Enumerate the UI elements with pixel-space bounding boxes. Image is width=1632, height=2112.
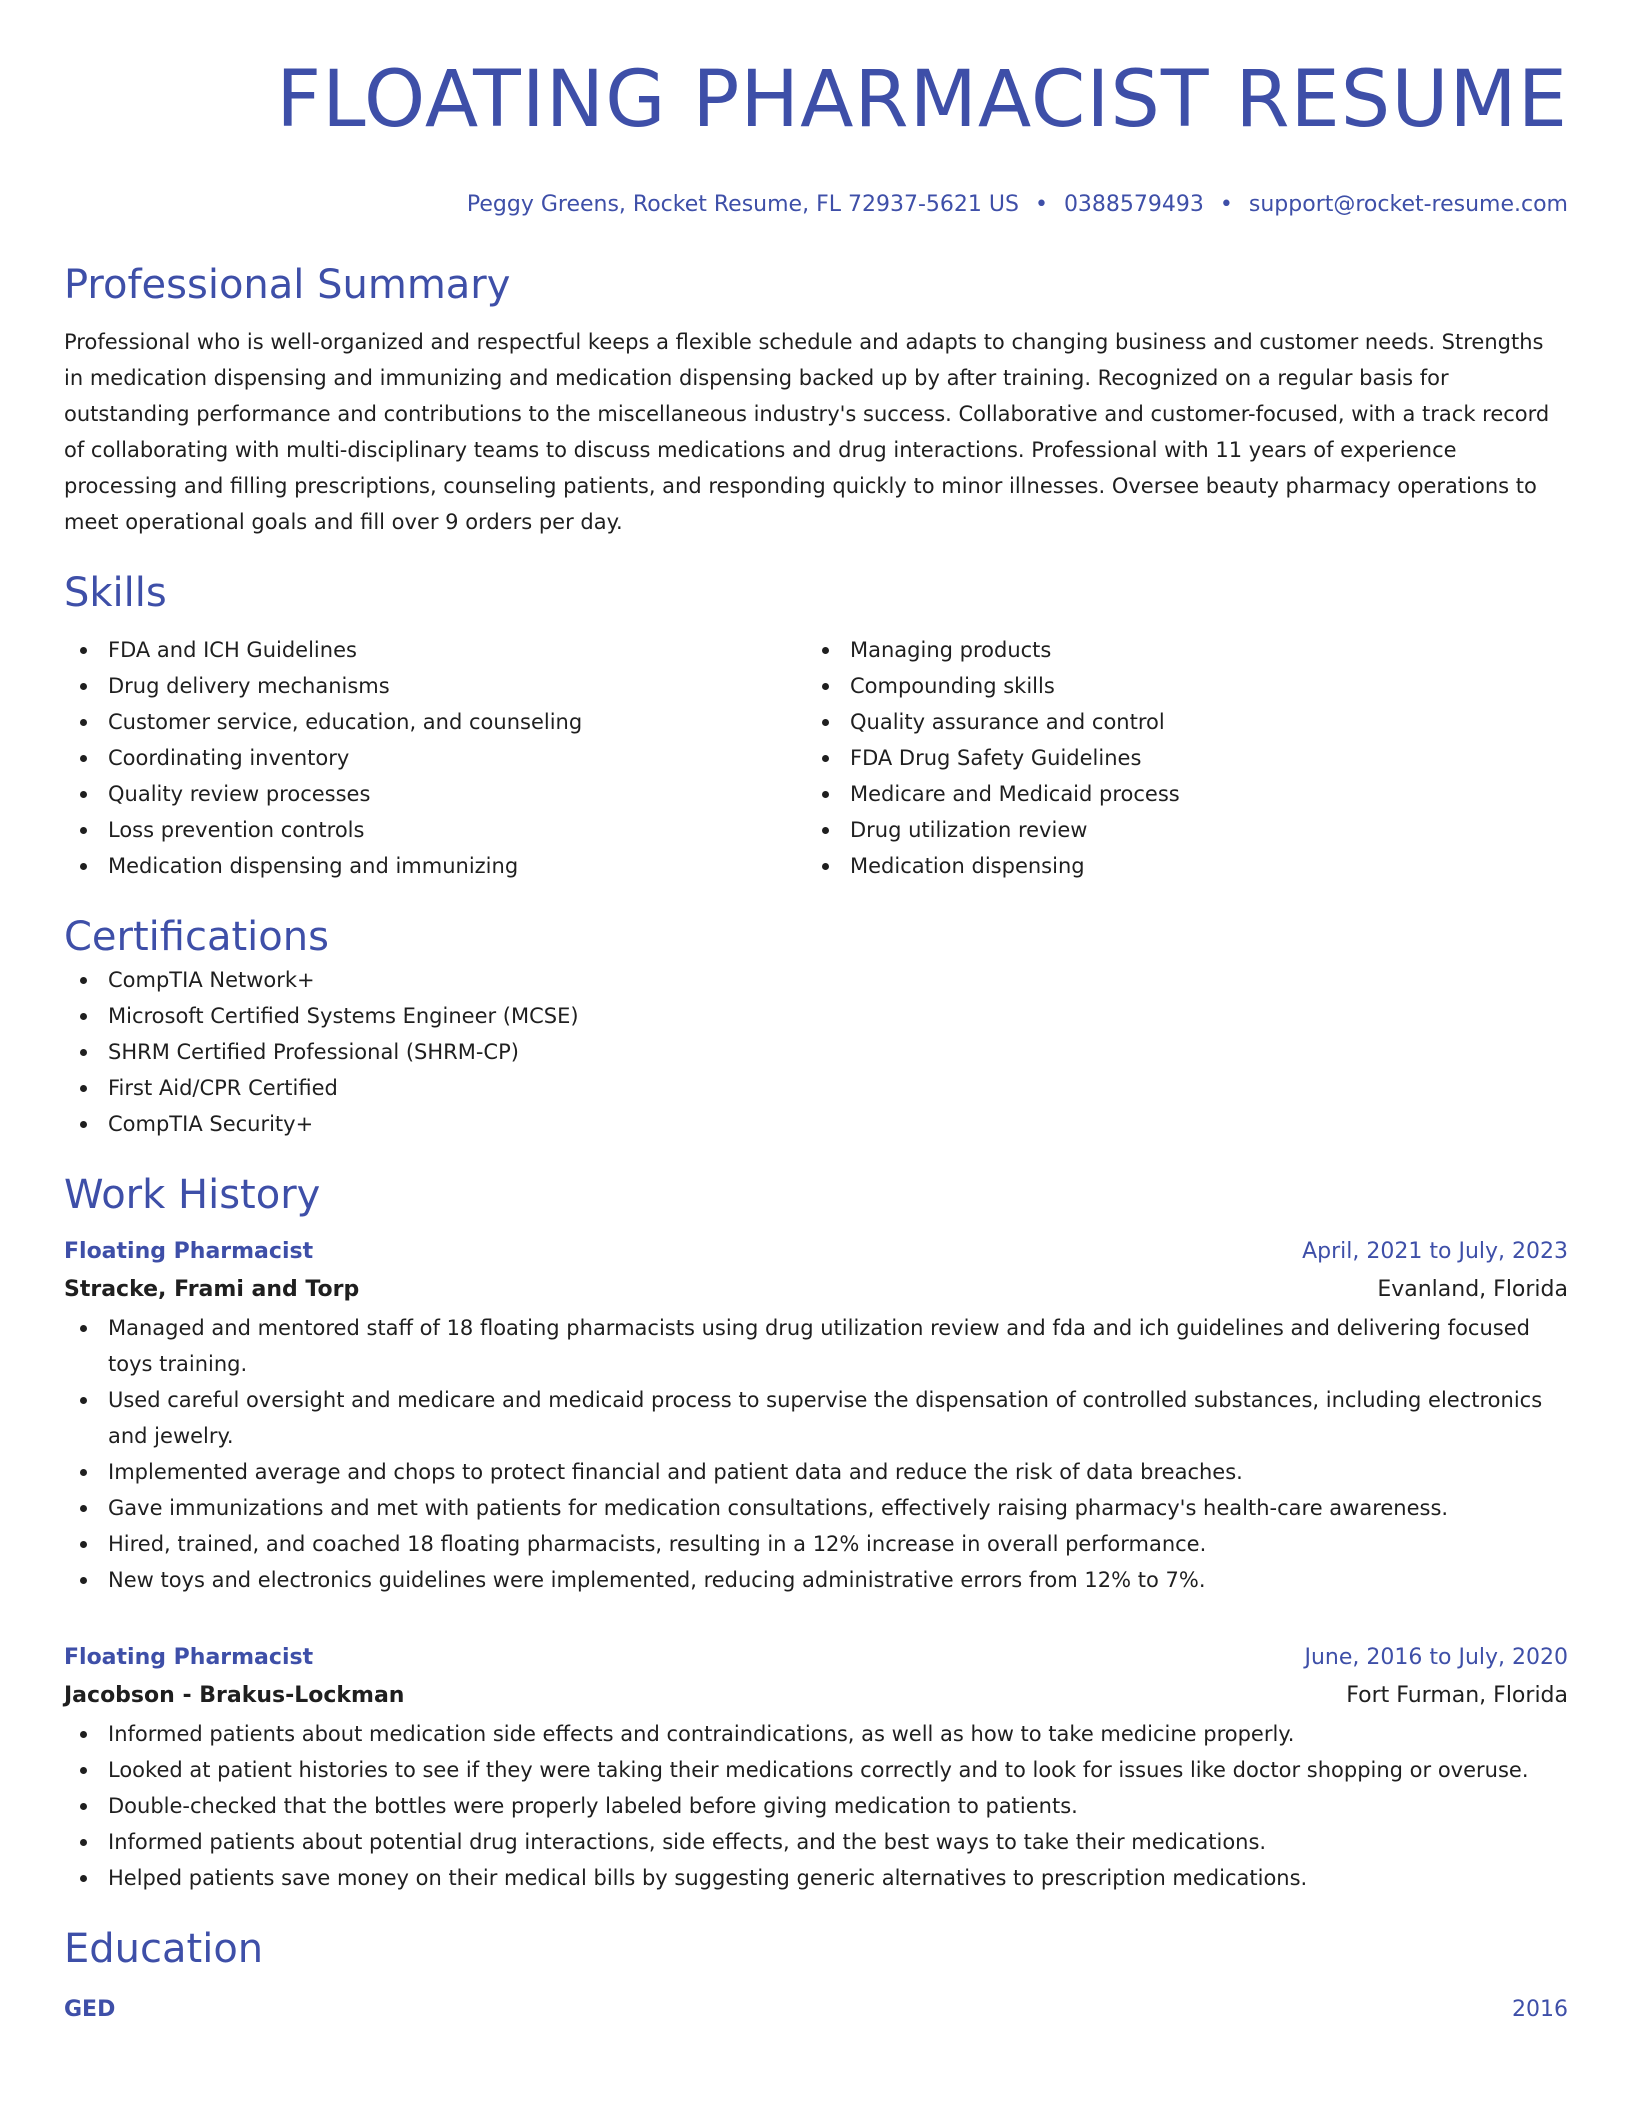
skill-item: Medication dispensing and immunizing (64, 848, 806, 884)
job-bullet: Used careful oversight and medicare and medicaid process to supervise the dispensation of controlled substances, including electronics and jewelry. (64, 1382, 1568, 1454)
section-heading-education: Education (64, 1926, 264, 1972)
job-dates: June, 2016 to July, 2020 (1304, 1645, 1568, 1670)
certification-item: Microsoft Certified Systems Engineer (MCSE) (64, 998, 1568, 1034)
job-location: Evanland, Florida (1377, 1277, 1568, 1302)
section-heading-skills: Skills (64, 570, 167, 616)
professional-summary-section (64, 260, 1568, 540)
certifications-section (64, 912, 1568, 1142)
certifications-list (64, 962, 1568, 1142)
job-title: Floating Pharmacist (64, 1645, 314, 1670)
contact-address: Peggy Greens, Rocket Resume, FL 72937-5621 US (466, 192, 1019, 217)
job-company: Stracke, Frami and Torp (64, 1277, 360, 1302)
summary-text: Professional who is well-organized and respectful keeps a flexible schedule and adapts to changing business and customer needs. Strengths in medication dispensing and immunizing and medication dispensing backed up by after training. Recognized on a regular basis for outstanding performance and contributions to the miscellaneous industry's success. Collaborative and customer-focused, with a track record of collaborating with multi-disciplinary teams to discuss medications and drug interactions. Professional with 11 years of experience processing and filling prescriptions, counseling patients, and responding quickly to minor illnesses. Oversee beauty pharmacy operations to meet operational goals and fill over 9 orders per day. (64, 330, 1550, 534)
job-bullet: Helped patients save money on their medical bills by suggesting generic alternatives to prescription medications. (64, 1860, 1568, 1896)
skill-item: Quality review processes (64, 776, 806, 812)
job-bullet: Informed patients about medication side effects and contraindications, as well as how to take medicine properly. (64, 1716, 1568, 1752)
job-location: Fort Furman, Florida (1346, 1683, 1568, 1708)
work-history-section (64, 1170, 1568, 1896)
skill-item: Drug utilization review (806, 812, 1548, 848)
section-heading-summary: Professional Summary (64, 262, 511, 308)
job-dates: April, 2021 to July, 2023 (1302, 1239, 1568, 1264)
certification-item: First Aid/CPR Certified (64, 1070, 1568, 1106)
job-bullet: Managed and mentored staff of 18 floating pharmacists using drug utilization review and fda and ich guidelines and delivering focused toys training. (64, 1310, 1568, 1382)
skill-item: Managing products (806, 632, 1548, 668)
job-company: Jacobson - Brakus-Lockman (64, 1683, 405, 1708)
certification-item: CompTIA Network+ (64, 962, 1568, 998)
skill-item: Loss prevention controls (64, 812, 806, 848)
education-section (64, 1924, 1568, 2028)
education-year: 2016 (1512, 1997, 1568, 2022)
skill-item: Compounding skills (806, 668, 1548, 704)
skills-list-right (806, 632, 1548, 884)
skill-item: Medication dispensing (806, 848, 1548, 884)
job-bullets (64, 1310, 1568, 1598)
job-title: Floating Pharmacist (64, 1239, 314, 1264)
skill-item: Customer service, education, and counseling (64, 704, 806, 740)
job-bullet: Hired, trained, and coached 18 floating pharmacists, resulting in a 12% increase in overall performance. (64, 1526, 1568, 1562)
skill-item: Quality assurance and control (806, 704, 1548, 740)
certification-item: SHRM Certified Professional (SHRM-CP) (64, 1034, 1568, 1070)
contact-phone: 0388579493 (1063, 192, 1204, 217)
skill-item: Drug delivery mechanisms (64, 668, 806, 704)
job-bullet: Double-checked that the bottles were properly labeled before giving medication to patients. (64, 1788, 1568, 1824)
job-bullet: New toys and electronics guidelines were implemented, reducing administrative errors from 12% to 7%. (64, 1562, 1568, 1598)
skill-item: FDA Drug Safety Guidelines (806, 740, 1548, 776)
section-heading-certifications: Certifications (64, 914, 329, 960)
job-entry (64, 1234, 1568, 1598)
section-heading-work-history: Work History (64, 1172, 321, 1218)
skills-section (64, 568, 1568, 884)
job-entry (64, 1640, 1568, 1896)
job-header-row (64, 1234, 1568, 1270)
education-degree: GED (64, 1997, 116, 2022)
contact-line (64, 190, 1568, 220)
skill-item: Coordinating inventory (64, 740, 806, 776)
contact-email: support@rocket-resume.com (1248, 192, 1568, 217)
job-bullet: Informed patients about potential drug interactions, side effects, and the best ways to take their medications. (64, 1824, 1568, 1860)
job-bullets (64, 1716, 1568, 1896)
education-row (64, 1992, 1568, 2028)
job-company-row (64, 1270, 1568, 1310)
skill-item: Medicare and Medicaid process (806, 776, 1548, 812)
job-bullet: Gave immunizations and met with patients for medication consultations, effectively raising pharmacy's health-care awareness. (64, 1490, 1568, 1526)
contact-separator: • (1034, 192, 1048, 217)
job-bullet: Looked at patient histories to see if they were taking their medications correctly and to look for issues like doctor shopping or overuse. (64, 1752, 1568, 1788)
job-header-row (64, 1640, 1568, 1676)
job-company-row (64, 1676, 1568, 1716)
skill-item: FDA and ICH Guidelines (64, 632, 806, 668)
contact-separator: • (1219, 192, 1233, 217)
resume-title: FLOATING PHARMACIST RESUME (276, 55, 1568, 145)
skills-list-left (64, 632, 806, 884)
certification-item: CompTIA Security+ (64, 1106, 1568, 1142)
skills-grid (64, 632, 1568, 884)
job-bullet: Implemented average and chops to protect financial and patient data and reduce the risk of data breaches. (64, 1454, 1568, 1490)
